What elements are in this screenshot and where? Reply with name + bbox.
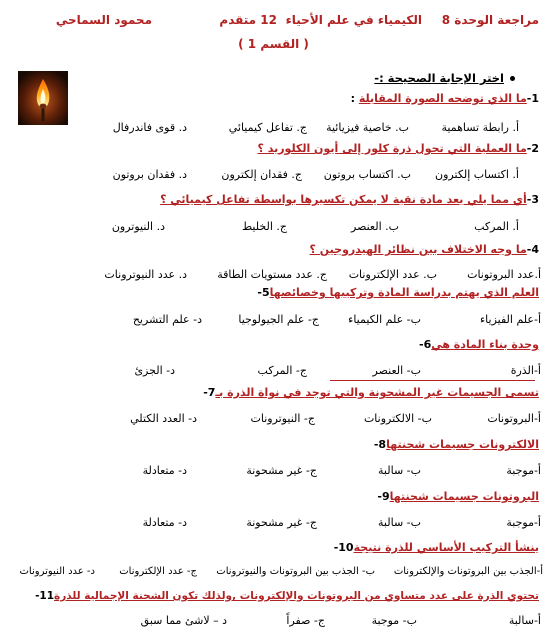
header-subject: الكيمياء في علم الأحياء (285, 13, 422, 27)
option-a[interactable]: أ. رابطة تساهمية (441, 121, 519, 134)
question-7 (203, 386, 539, 399)
option-c[interactable]: ج- علم الجيولوجيا (238, 313, 319, 326)
option-c[interactable]: ج- عدد الإلكترونات (119, 566, 197, 577)
option-a[interactable]: أ-الجذب بين البروتونات والإلكترونات (393, 566, 543, 577)
options-q5 (0, 313, 547, 327)
question-10 (334, 541, 539, 554)
options-q1 (0, 121, 547, 135)
option-d[interactable]: د. عدد النيوترونات (104, 268, 187, 281)
option-a[interactable]: أ-موجبة (506, 516, 541, 529)
option-a[interactable]: أ-الذرة (510, 364, 541, 377)
options-q7 (0, 412, 547, 426)
options-q11 (0, 614, 547, 628)
instruction-text: اختر الإجابة الصحيحة :- (374, 71, 504, 85)
question-number: 2- (526, 142, 539, 155)
option-b[interactable]: ب- موجبة (371, 614, 417, 627)
option-a[interactable]: أ. اكتساب إلكترون (435, 168, 519, 181)
option-b[interactable]: ب- سالبة (378, 464, 421, 477)
question-number: 10- (333, 541, 354, 554)
question-number: 3- (526, 193, 539, 206)
option-c[interactable]: ج- غير مشحونة (246, 464, 317, 477)
option-c[interactable]: ج- النيوترونات (250, 412, 315, 425)
question-text: وحدة بناء المادة هي (431, 338, 539, 351)
question-text: ينشأ التركيب الأساسي للذرة نتيجة (353, 541, 539, 554)
question-text: الالكترونات جسيمات شحنتها (386, 438, 539, 451)
option-c[interactable]: ج. تفاعل كيميائي (228, 121, 307, 134)
bullet-icon (510, 76, 515, 81)
question-6 (419, 338, 539, 351)
option-d[interactable]: د- علم التشريح (132, 313, 202, 326)
header-section: ( القسم 1 ) (238, 37, 309, 51)
question-3 (160, 193, 539, 206)
question-number: 6- (418, 338, 432, 351)
option-b[interactable]: ب. اكتساب بروتون (323, 168, 411, 181)
option-b[interactable]: ب. العنصر (351, 220, 399, 233)
option-d[interactable]: د. قوى فاندرفال (112, 121, 187, 134)
question-5 (257, 286, 539, 299)
question-text: العلم الذي يهتم بدراسة المادة وتركيبها وخصائصها (269, 286, 539, 299)
question-text: ما وجه الاختلاف بين نظائر الهيدروجين ؟ (309, 243, 527, 256)
option-b[interactable]: ب- الجذب بين البروتونات والنيوترونات (216, 566, 375, 577)
options-q2 (0, 168, 547, 182)
question-9 (377, 490, 539, 503)
options-q4 (0, 268, 547, 282)
option-a[interactable]: أ-موجبة (506, 464, 541, 477)
options-q8 (0, 464, 547, 478)
question-number: 1- (526, 92, 539, 105)
option-a[interactable]: أ-سالبة (508, 614, 541, 627)
option-d[interactable]: د- عدد النيوترونات (19, 566, 95, 577)
question-text: ما الذي توضحه الصورة المقابلة (358, 92, 527, 105)
option-c[interactable]: ج- المركب (257, 364, 307, 377)
header-teacher: محمود السماحي (55, 13, 152, 27)
option-d[interactable]: د. النيوترون (111, 220, 165, 233)
options-q6 (0, 364, 547, 378)
question-text: تحتوي الذرة على عدد متساوي من البروتونات والإلكترونات ,ولذلك تكون الشحنة الإجمالية للذرة (54, 590, 539, 602)
question-number: 8- (373, 438, 387, 451)
question-text: تسمى الجسيمات غير المشحونة والتي توجد في نواة الذرة بـ (215, 386, 539, 399)
question-number: 5- (257, 286, 270, 299)
question-2 (258, 142, 539, 155)
option-b[interactable]: ب- العنصر (372, 364, 421, 377)
option-b[interactable]: ب- علم الكيمياء (348, 313, 421, 326)
option-d[interactable]: د- متعادلة (142, 464, 187, 477)
question-number: 11- (35, 590, 55, 602)
option-a[interactable]: أ-البروتونات (487, 412, 541, 425)
option-c[interactable]: ج. عدد مستويات الطاقة (217, 268, 327, 281)
option-b[interactable]: ب- الالكترونات (363, 412, 432, 425)
question-text: ما العملية التي تحول ذرة كلور إلى أيون الكلوريد ؟ (257, 142, 527, 155)
option-d[interactable]: د- العدد الكتلي (130, 412, 197, 425)
option-a[interactable]: أ. المركب (474, 220, 519, 233)
option-d[interactable]: د- متعادلة (142, 516, 187, 529)
question-11 (35, 590, 539, 602)
question-text: البروتونات جسيمات شحنتها (389, 490, 539, 503)
question-number: 4- (526, 243, 539, 256)
question-4 (310, 243, 539, 256)
header-title: مراجعة الوحدة 8 (441, 13, 539, 27)
header-grade: 12 متقدم (219, 13, 277, 27)
option-a[interactable]: أ-علم الفيزياء (480, 313, 541, 326)
option-c[interactable]: ج- غير مشحونة (246, 516, 317, 529)
question-number: 9- (377, 490, 390, 503)
option-d[interactable]: د- الجزئ (134, 364, 175, 377)
flame-matchstick-icon (18, 71, 68, 125)
option-d[interactable]: د – لاشئ مما سبق (140, 614, 227, 627)
option-b[interactable]: ب. خاصية فيزيائية (326, 121, 409, 134)
option-c[interactable]: ج. فقدان إلكترون (221, 168, 302, 181)
question-text: أي مما يلي يعد مادة نقية لا يمكن تكسيرها بواسطة تفاعل كيميائي ؟ (160, 193, 527, 206)
option-d[interactable]: د. فقدان بروتون (112, 168, 187, 181)
option-c[interactable]: ج- صفراً (286, 614, 325, 627)
options-q10 (0, 566, 547, 580)
options-q9 (0, 516, 547, 530)
options-q3 (0, 220, 547, 234)
option-b[interactable]: ب- سالبة (378, 516, 421, 529)
question-number: 7- (203, 386, 216, 399)
divider (330, 380, 535, 381)
instruction-row (374, 71, 515, 85)
option-c[interactable]: ج. الخليط (241, 220, 287, 233)
option-b[interactable]: ب. عدد الإلكترونات (348, 268, 437, 281)
question-suffix: : (350, 92, 359, 105)
question-8 (374, 438, 539, 451)
option-a[interactable]: أ.عدد البروتونات (467, 268, 541, 281)
question-1 (351, 92, 539, 105)
